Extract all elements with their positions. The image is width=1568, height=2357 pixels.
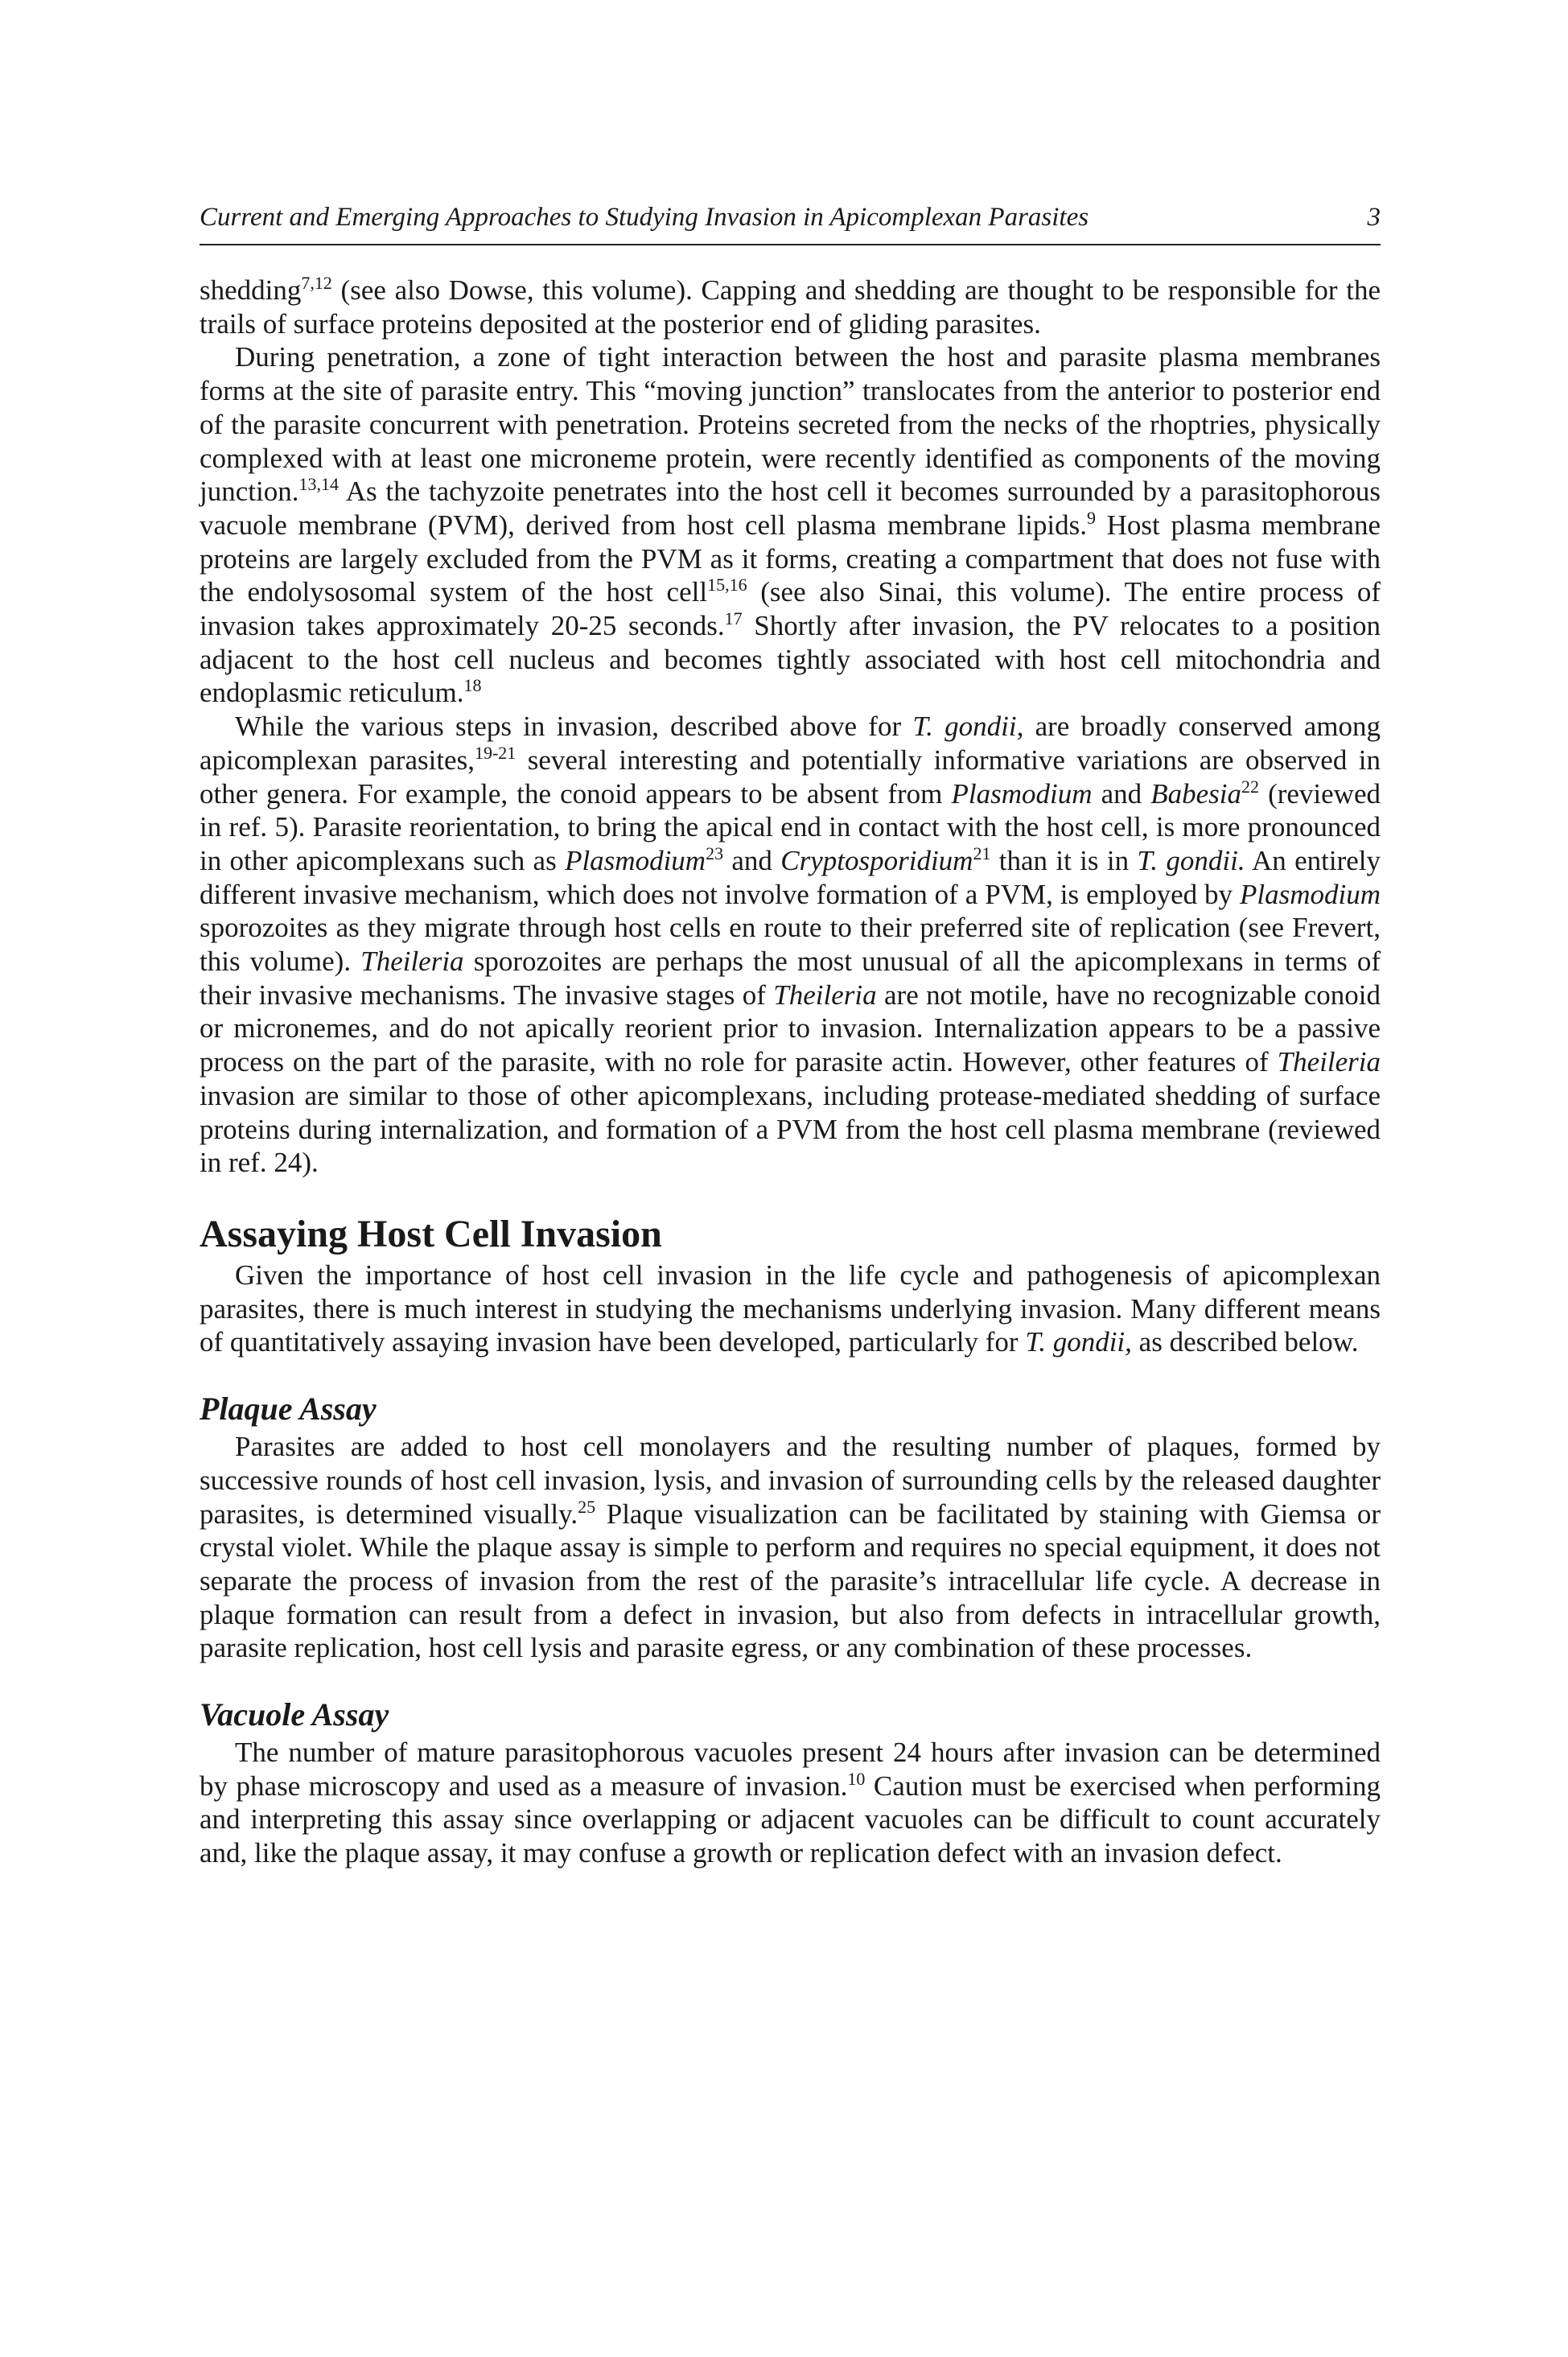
paragraph-shedding: shedding$^{7,12}$ (see also Dowse, this volume). Capping and shedding are thought to be responsible for the trails of surface proteins deposited at the posterior end of gliding parasites. bbox=[200, 273, 1381, 340]
citation: 7,12 bbox=[301, 273, 332, 293]
citation: 18 bbox=[463, 675, 482, 696]
citation: 21 bbox=[973, 843, 991, 863]
citation: 10 bbox=[847, 1768, 866, 1789]
paragraph-assaying: Given the importance of host cell invasion in the life cycle and pathogenesis of apicomplexan parasites, there is much interest in studying the mechanisms underlying invasion. Many different means of quantitatively assaying invasion have been developed, particularly for T. gondii, as described below. bbox=[200, 1259, 1381, 1358]
paragraph-plaque: Parasites are added to host cell monolayers and the resulting number of plaques, formed by successive rounds of host cell invasion, lysis, and invasion of surrounding cells by the released daughter parasites, is determined visually.$^{25}$ Plaque visualization can be facilitated by staining with Giemsa or crystal violet. While the plaque assay is simple to perform and requires no special equipment, it does not separate the process of invasion from the rest of the parasite’s intracellular life cycle. A decrease in plaque formation can result from a defect in invasion, but also from defects in intracellular growth, parasite replication, host cell lysis and parasite egress, or any combination of these processes. bbox=[200, 1431, 1381, 1664]
running-head bbox=[200, 201, 1381, 233]
paragraph-variations: While the various steps in invasion, described above for T. gondii, are broadly conserved among apicomplexan parasites,$^{19-21}$ several interesting and potentially informative variations are observed in other genera. For example, the conoid appears to be absent from Plasmodium and Babesia$^{22}$ (reviewed in ref. 5). Parasite reorientation, to bring the apical end in contact with the host cell, is more pronounced in other apicomplexans such as Plasmodium$^{23}$ and Cryptosporidium$^{21}$ than it is in T. gondii. An entirely different invasive mechanism, which does not involve formation of a PVM, is employed by Plasmodium sporozoites as they migrate through host cells en route to their preferred site of replication (see Frevert, this volume). Theileria sporozoites are perhaps the most unusual of all the apicomplexans in terms of their invasive mechanisms. The invasive stages of Theileria are not motile, have no recognizable conoid or micronemes, and do not apically reorient prior to invasion. Internalization appears to be a passive process on the part of the parasite, with no role for parasite actin. However, other features of Theileria invasion are similar to those of other apicomplexans, including protease-mediated shedding of surface proteins during internalization, and formation of a PVM from the host cell plasma membrane (reviewed in ref. 24). bbox=[200, 711, 1381, 1179]
citation: 9 bbox=[1086, 507, 1096, 528]
citation: 15,16 bbox=[707, 575, 747, 595]
citation: 23 bbox=[706, 843, 724, 863]
page-number: 3 bbox=[1367, 203, 1381, 232]
subsection-heading-vacuole: Vacuole Assay bbox=[200, 1696, 389, 1733]
subsection-heading-plaque: Plaque Assay bbox=[200, 1391, 377, 1428]
running-head-title: Current and Emerging Approaches to Studying Invasion in Apicomplexan Parasites bbox=[200, 203, 1089, 232]
section-heading-assaying: Assaying Host Cell Invasion bbox=[200, 1212, 662, 1255]
citation: 17 bbox=[724, 608, 743, 629]
citation: 25 bbox=[578, 1496, 596, 1517]
paragraph-vacuole: The number of mature parasitophorous vacuoles present 24 hours after invasion can be determined by phase microscopy and used as a measure of invasion.$^{10}$ Caution must be exercised when performing and interpreting this assay since overlapping or adjacent vacuoles can be difficult to count accurately and, like the plaque assay, it may confuse a growth or replication defect with an invasion defect. bbox=[200, 1737, 1381, 1869]
citation: 13,14 bbox=[298, 474, 339, 495]
citation: 22 bbox=[1241, 776, 1259, 797]
paragraph-penetration: During penetration, a zone of tight interaction between the host and parasite plasma membranes forms at the site of parasite entry. This “moving junction” translocates from the anterior to posterior end of the parasite concurrent with penetration. Proteins secreted from the necks of the rhoptries, physically complexed with at least one microneme protein, were recently identified as components of the moving junction.$^{13,14}$ As the tachyzoite penetrates into the host cell it becomes surrounded by a parasitophorous vacuole membrane (PVM), derived from host cell plasma membrane lipids.$^9$ Host plasma membrane proteins are largely excluded from the PVM as it forms, creating a compartment that does not fuse with the endolysosomal system of the host cell$^{15,16}$ (see also Sinai, this volume). The entire process of invasion takes approximately 20-25 seconds.$^{17}$ Shortly after invasion, the PV relocates to a position adjacent to the host cell nucleus and becomes tightly associated with host cell mitochondria and endoplasmic reticulum.$^{18}$ bbox=[200, 341, 1381, 709]
body-text bbox=[200, 274, 1381, 1870]
citation: 19-21 bbox=[474, 742, 516, 763]
header-rule bbox=[200, 244, 1381, 245]
